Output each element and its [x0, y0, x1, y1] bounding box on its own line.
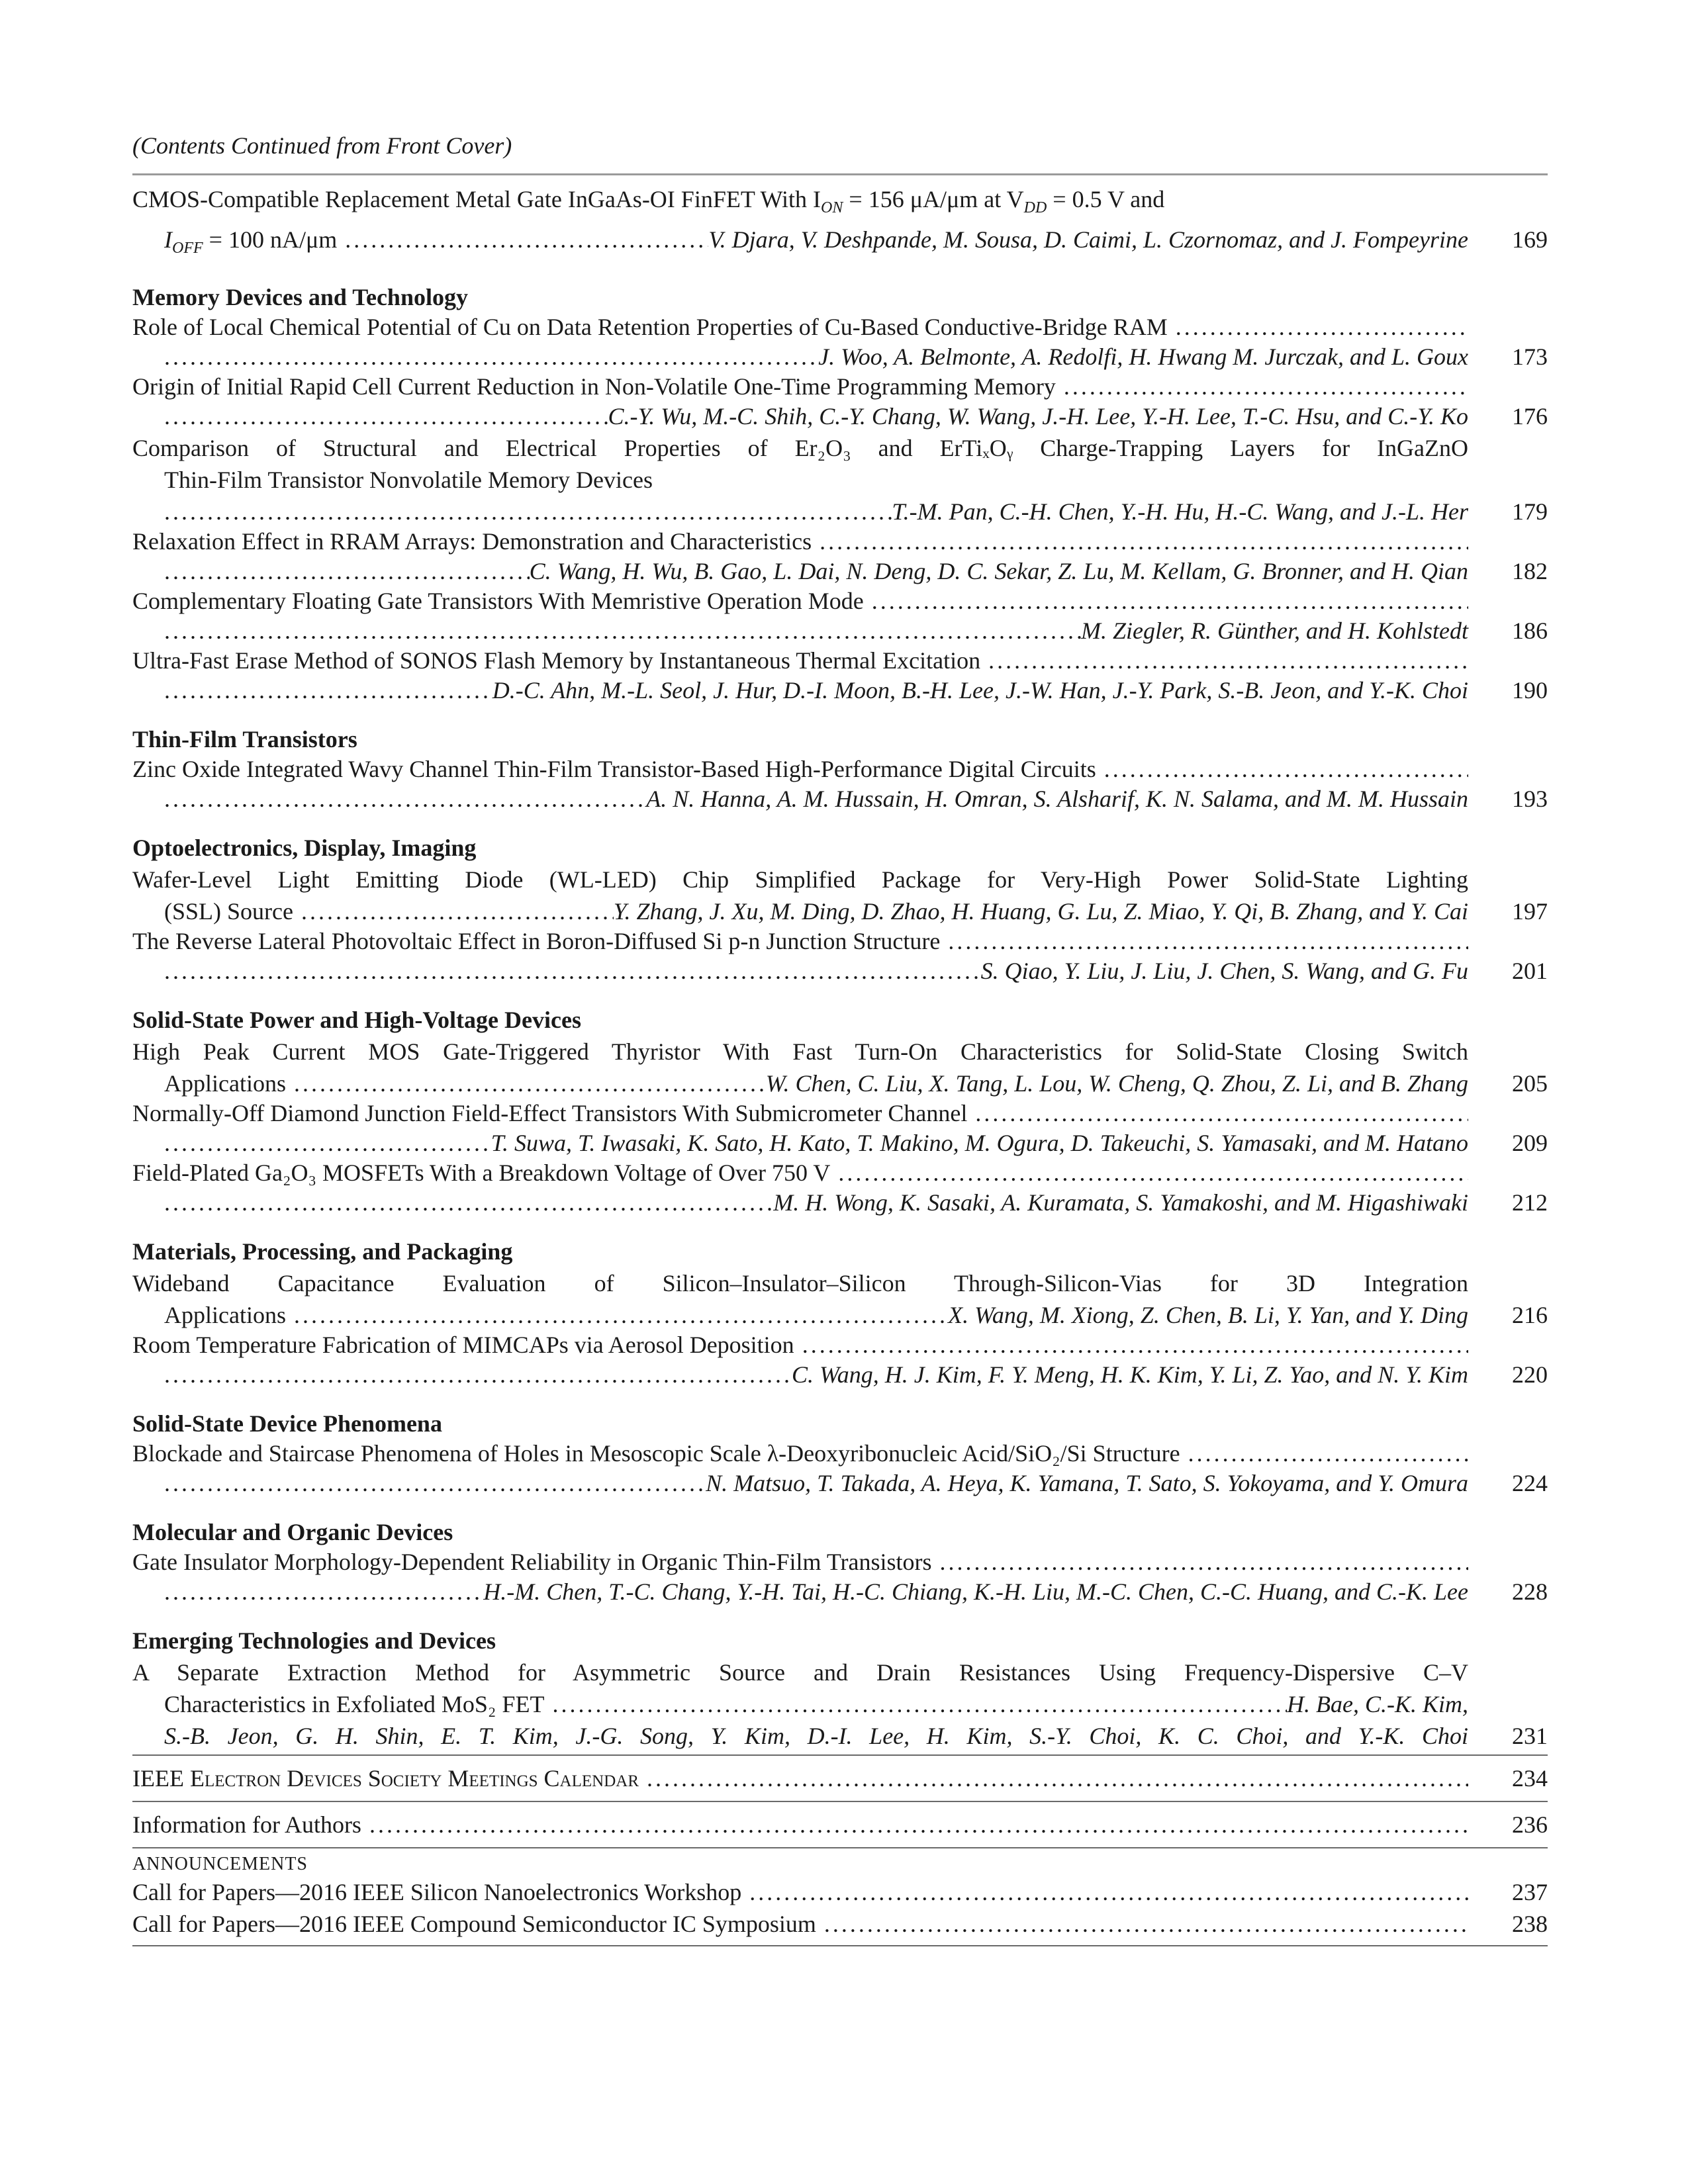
- contents-page: [132, 130, 1548, 1946]
- entry-authors: W. Chen, C. Liu, X. Tang, L. Lou, W. Cheng, Q. Zhou, Z. Li, and B. Zhang: [765, 1070, 1468, 1097]
- leader-dots: [1180, 1439, 1468, 1467]
- toc-entry[interactable]: [132, 864, 1548, 927]
- leader-dots: [639, 1762, 1468, 1794]
- leader-dots: [337, 224, 708, 255]
- leader-dots: [864, 587, 1468, 615]
- page-number: 179: [1512, 498, 1548, 525]
- entry-authors: M. H. Wong, K. Sasaki, A. Kuramata, S. Yamakoshi, and M. Higashiwaki: [773, 1189, 1468, 1216]
- announcement-entry[interactable]: [132, 1876, 1548, 1908]
- entry-authors: H. Bae, C.-K. Kim,: [1287, 1691, 1468, 1718]
- info-entry[interactable]: [132, 1809, 1548, 1841]
- top-rule: [132, 173, 1548, 175]
- toc-entry[interactable]: [132, 1036, 1548, 1099]
- toc-entry[interactable]: [132, 755, 1548, 815]
- page-number: 231: [1512, 1723, 1548, 1750]
- announcements-heading: ANNOUNCEMENTS: [132, 1854, 308, 1875]
- leader-dots: [544, 1688, 1287, 1720]
- toc-entry[interactable]: [132, 527, 1548, 587]
- leader-dots: [1096, 755, 1468, 783]
- leader-dots: [980, 647, 1468, 674]
- leader-dots: [164, 955, 981, 987]
- toc-entry[interactable]: [132, 1439, 1548, 1499]
- toc-entry[interactable]: [132, 647, 1548, 706]
- page-number: 212: [1512, 1189, 1548, 1216]
- entry-title-cont: (SSL) Source: [164, 898, 293, 925]
- entry-authors: T. Suwa, T. Iwasaki, K. Sato, H. Kato, T. Makino, M. Ogura, D. Takeuchi, S. Yamasaki, and M. Hatano: [491, 1130, 1468, 1157]
- entry-authors: C. Wang, H. Wu, B. Gao, L. Dai, N. Deng, D. C. Sekar, Z. Lu, M. Kellam, G. Bronner, and H. Qian: [529, 558, 1468, 585]
- entry-authors: T.-M. Pan, C.-H. Chen, Y.-H. Hu, H.-C. Wang, and J.-L. Her: [892, 498, 1468, 525]
- entry-authors: C. Wang, H. J. Kim, F. Y. Meng, H. K. Kim, Y. Li, Z. Yao, and N. Y. Kim: [792, 1361, 1468, 1388]
- entry-authors: M. Ziegler, R. Günther, and H. Kohlstedt: [1081, 617, 1468, 645]
- announcement-label: Call for Papers—2016 IEEE Silicon Nanoelectronics Workshop: [132, 1879, 742, 1906]
- entry-authors: D.-C. Ahn, M.-L. Seol, J. Hur, D.-I. Moon, B.-H. Lee, J.-W. Han, J.-Y. Park, S.-B. Jeon, and Y.-K. Choi: [492, 677, 1468, 704]
- info-label: Information for Authors: [132, 1811, 361, 1839]
- entry-title-cont: Characteristics in Exfoliated MoS₂ FET: [164, 1691, 545, 1718]
- bottom-rule: [132, 1945, 1548, 1946]
- section-title: Emerging Technologies and Devices: [132, 1627, 496, 1655]
- entry-title: Zinc Oxide Integrated Wavy Channel Thin-Film Transistor-Based High-Performance Digital Circuits: [132, 756, 1096, 783]
- entry-authors: J. Woo, A. Belmonte, A. Redolfi, H. Hwang M. Jurczak, and L. Goux: [818, 343, 1468, 371]
- continued-note: (Contents Continued from Front Cover): [132, 132, 512, 159]
- entry-authors: V. Djara, V. Deshpande, M. Sousa, D. Caimi, L. Czornomaz, and J. Fompeyrine: [708, 226, 1468, 253]
- page-number: 190: [1512, 677, 1548, 704]
- entry-title: A Separate Extraction Method for Asymmetric Source and Drain Resistances Using Frequency-Dispersive C–V: [132, 1659, 1468, 1686]
- toc-entry[interactable]: [132, 1331, 1548, 1390]
- section-title: Memory Devices and Technology: [132, 284, 468, 311]
- section-memory: [132, 281, 1548, 706]
- leader-dots: [361, 1809, 1468, 1841]
- section-title: Materials, Processing, and Packaging: [132, 1238, 513, 1265]
- section-organic: [132, 1516, 1548, 1608]
- entry-authors: A. N. Hanna, A. M. Hussain, H. Omran, S. Alsharif, K. N. Salama, and M. M. Hussain: [646, 786, 1468, 813]
- entry-title: Comparison of Structural and Electrical Properties of Er₂O₃ and ErTiₓOᵧ Charge-Trapping Layers for InGaZnO: [132, 435, 1468, 462]
- leader-dots: [967, 1099, 1468, 1127]
- entry-authors: S.-B. Jeon, G. H. Shin, E. T. Kim, J.-G. Song, Y. Kim, D.-I. Lee, H. Kim, S.-Y. Choi, K. C. Choi, and Y.-K. Choi: [164, 1723, 1468, 1750]
- page-number: 186: [1512, 617, 1548, 645]
- leader-dots: [164, 555, 530, 587]
- announcement-entry[interactable]: [132, 1908, 1548, 1940]
- entry-title: Wafer-Level Light Emitting Diode (WL-LED) Chip Simplified Package for Very-High Power Solid-State Lighting: [132, 866, 1468, 893]
- page-number: 169: [1512, 226, 1548, 253]
- entry-title-cont: Thin-Film Transistor Nonvolatile Memory Devices: [164, 467, 653, 494]
- entry-title: Complementary Floating Gate Transistors With Memristive Operation Mode: [132, 588, 864, 615]
- divider: [132, 1801, 1548, 1802]
- leader-dots: [794, 1331, 1468, 1359]
- entry-title: Role of Local Chemical Potential of Cu on Data Retention Properties of Cu-Based Conductive-Bridge RAM: [132, 314, 1168, 341]
- entry-title: Origin of Initial Rapid Cell Current Reduction in Non-Volatile One-Time Programming Memory: [132, 373, 1056, 400]
- leader-dots: [164, 674, 492, 706]
- entry-authors: S. Qiao, Y. Liu, J. Liu, J. Chen, S. Wang, and G. Fu: [980, 958, 1468, 985]
- entry-title: Room Temperature Fabrication of MIMCAPs via Aerosol Deposition: [132, 1332, 794, 1359]
- leader-dots: [812, 527, 1468, 555]
- toc-entry[interactable]: [132, 1548, 1548, 1608]
- toc: [132, 183, 1548, 1946]
- leader-dots: [1056, 373, 1468, 400]
- section-phenomena: [132, 1408, 1548, 1499]
- page-number: 228: [1512, 1578, 1548, 1606]
- leader-dots: [164, 341, 818, 373]
- toc-entry[interactable]: [132, 1159, 1548, 1218]
- entry-authors: N. Matsuo, T. Takada, A. Heya, K. Yamana, T. Sato, S. Yokoyama, and Y. Omura: [706, 1470, 1468, 1497]
- section-title: Solid-State Power and High-Voltage Devices: [132, 1007, 581, 1034]
- page-number: 216: [1512, 1302, 1548, 1329]
- page-number: 238: [1512, 1911, 1548, 1938]
- toc-entry[interactable]: [132, 1099, 1548, 1159]
- page-number: 193: [1512, 786, 1548, 813]
- page-number: 197: [1512, 898, 1548, 925]
- page-number: 205: [1512, 1070, 1548, 1097]
- page-number: 173: [1512, 343, 1548, 371]
- entry-title: Ultra-Fast Erase Method of SONOS Flash Memory by Instantaneous Thermal Excitation: [132, 647, 981, 674]
- page-number: 224: [1512, 1470, 1548, 1497]
- leader-dots: [164, 1359, 792, 1390]
- toc-entry[interactable]: [132, 313, 1548, 373]
- leader-dots: [293, 895, 614, 927]
- announcement-label: Call for Papers—2016 IEEE Compound Semiconductor IC Symposium: [132, 1911, 816, 1938]
- entry-title: Gate Insulator Morphology-Dependent Reliability in Organic Thin-Film Transistors: [132, 1549, 932, 1576]
- leader-dots: [164, 1187, 773, 1218]
- entry-title-cont: Applications: [164, 1070, 286, 1097]
- toc-entry[interactable]: [132, 432, 1548, 527]
- leader-dots: [286, 1068, 766, 1099]
- section-emerging: [132, 1625, 1548, 1752]
- entry-title: Blockade and Staircase Phenomena of Holes in Mesoscopic Scale λ-Deoxyribonucleic Acid/SiO₂/Si Structure: [132, 1440, 1180, 1467]
- leader-dots: [164, 615, 1081, 647]
- leader-dots: [816, 1908, 1468, 1940]
- leader-dots: [164, 1127, 491, 1159]
- section-title: Solid-State Device Phenomena: [132, 1410, 442, 1437]
- entry-authors: Y. Zhang, J. Xu, M. Ding, D. Zhao, H. Huang, G. Lu, Z. Miao, Y. Qi, B. Zhang, and Y. Cai: [613, 898, 1468, 925]
- leader-dots: [164, 496, 892, 527]
- entry-title: Field-Plated Ga₂O₃ MOSFETs With a Breakdown Voltage of Over 750 V: [132, 1160, 831, 1187]
- leader-dots: [830, 1159, 1468, 1187]
- section-title: Molecular and Organic Devices: [132, 1519, 453, 1546]
- entry-authors: X. Wang, M. Xiong, Z. Chen, B. Li, Y. Yan, and Y. Ding: [948, 1302, 1468, 1329]
- leader-dots: [164, 783, 646, 815]
- calendar-label: IEEE Electron Devices Society Meetings Calendar: [132, 1765, 639, 1792]
- divider: [132, 1754, 1548, 1756]
- calendar-entry[interactable]: [132, 1762, 1548, 1794]
- entry-authors: H.-M. Chen, T.-C. Chang, Y.-H. Tai, H.-C. Chiang, K.-H. Liu, M.-C. Chen, C.-C. Huang, and C.-K. Lee: [483, 1578, 1468, 1606]
- entry-title: CMOS-Compatible Replacement Metal Gate InGaAs-OI FinFET With $I_{ON} = 156$ μA/μm at $V_{DD} = 0.5$ V and: [132, 186, 1165, 217]
- section-optoelectronics: [132, 832, 1548, 987]
- entry-title: High Peak Current MOS Gate-Triggered Thyristor With Fast Turn-On Characteristics for Solid-State Closing Switch: [132, 1038, 1468, 1066]
- entry-title: The Reverse Lateral Photovoltaic Effect in Boron-Diffused Si p-n Junction Structure: [132, 928, 941, 955]
- page-number: 220: [1512, 1361, 1548, 1388]
- page-number: 237: [1512, 1879, 1548, 1906]
- page-number: 209: [1512, 1130, 1548, 1157]
- entry-authors: C.-Y. Wu, M.-C. Shih, C.-Y. Chang, W. Wang, J.-H. Lee, Y.-H. Lee, T.-C. Hsu, and C.-Y. Ko: [608, 403, 1468, 430]
- entry-title-cont: $I_{OFF} = 100$ nA/μm: [164, 226, 338, 257]
- leader-dots: [164, 1467, 706, 1499]
- section-title: Optoelectronics, Display, Imaging: [132, 835, 477, 862]
- section-materials: [132, 1236, 1548, 1390]
- leader-dots: [164, 400, 608, 432]
- toc-entry[interactable]: [132, 927, 1548, 987]
- entry-title-cont: Applications: [164, 1302, 286, 1329]
- leader-dots: [164, 1576, 483, 1608]
- page-number: 176: [1512, 403, 1548, 430]
- page-number: 201: [1512, 958, 1548, 985]
- entry-title: Normally-Off Diamond Junction Field-Effect Transistors With Submicrometer Channel: [132, 1100, 968, 1127]
- leader-dots: [286, 1299, 948, 1331]
- page-number: 236: [1512, 1811, 1548, 1839]
- page-number: 182: [1512, 558, 1548, 585]
- toc-entry[interactable]: [132, 1267, 1548, 1331]
- section-thin-film: [132, 723, 1548, 815]
- page-number: 234: [1512, 1765, 1548, 1792]
- leader-dots: [741, 1876, 1468, 1908]
- leader-dots: [932, 1548, 1468, 1576]
- entry-title: Wideband Capacitance Evaluation of Silicon–Insulator–Silicon Through-Silicon-Vias for 3D Integration: [132, 1270, 1468, 1297]
- toc-entry[interactable]: [132, 1657, 1548, 1752]
- leader-dots: [1168, 313, 1468, 341]
- entry-title: Relaxation Effect in RRAM Arrays: Demonstration and Characteristics: [132, 528, 812, 555]
- toc-entry[interactable]: [132, 587, 1548, 647]
- divider: [132, 1847, 1548, 1848]
- leader-dots: [940, 927, 1468, 955]
- section-power: [132, 1004, 1548, 1218]
- toc-entry[interactable]: [132, 373, 1548, 432]
- section-title: Thin-Film Transistors: [132, 726, 357, 753]
- toc-entry[interactable]: [132, 183, 1548, 264]
